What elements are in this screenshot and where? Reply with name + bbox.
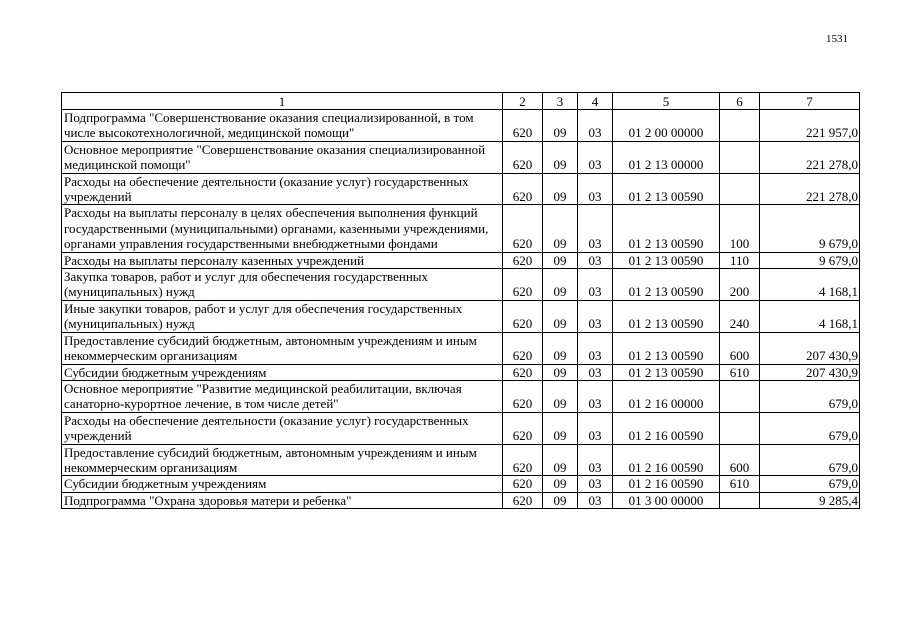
row-section-code-cell: 09: [543, 380, 578, 412]
row-target-article-cell: 01 2 13 00590: [613, 300, 720, 332]
row-department-code-cell: 620: [503, 380, 543, 412]
row-name-cell: Закупка товаров, работ и услуг для обеспечения государственных (муниципальных) нужд: [62, 269, 503, 301]
row-expense-type-cell: 240: [720, 300, 760, 332]
row-expense-type-cell: 610: [720, 364, 760, 380]
row-target-article-cell: 01 2 16 00590: [613, 476, 720, 492]
row-subsection-code-cell: 03: [578, 492, 613, 508]
header-col-4: 4: [578, 93, 613, 110]
row-name-cell: Иные закупки товаров, работ и услуг для обеспечения государственных (муниципальных) нужд: [62, 300, 503, 332]
row-section-code-cell: 09: [543, 444, 578, 476]
row-subsection-code-cell: 03: [578, 252, 613, 268]
row-subsection-code-cell: 03: [578, 141, 613, 173]
table-row: [62, 444, 860, 476]
row-expense-type-cell: [720, 492, 760, 508]
table-row: [62, 380, 860, 412]
row-department-code-cell: 620: [503, 364, 543, 380]
row-name-cell: Субсидии бюджетным учреждениям: [62, 364, 503, 380]
header-col-7: 7: [760, 93, 860, 110]
page-number: 1531: [826, 33, 848, 45]
header-col-2: 2: [503, 93, 543, 110]
row-section-code-cell: 09: [543, 173, 578, 205]
row-section-code-cell: 09: [543, 476, 578, 492]
row-section-code-cell: 09: [543, 332, 578, 364]
row-expense-type-cell: 100: [720, 205, 760, 252]
table-row: [62, 110, 860, 142]
table-row: [62, 252, 860, 268]
budget-table: [61, 92, 860, 509]
row-amount-cell: 679,0: [760, 412, 860, 444]
row-section-code-cell: 09: [543, 364, 578, 380]
row-subsection-code-cell: 03: [578, 444, 613, 476]
row-name-cell: Предоставление субсидий бюджетным, автономным учреждениям и иным некоммерческим организациям: [62, 444, 503, 476]
row-name-cell: Основное мероприятие "Развитие медицинской реабилитации, включая санаторно-курортное лечение, в том числе детей": [62, 380, 503, 412]
row-department-code-cell: 620: [503, 141, 543, 173]
row-expense-type-cell: 200: [720, 269, 760, 301]
row-expense-type-cell: [720, 412, 760, 444]
row-subsection-code-cell: 03: [578, 476, 613, 492]
row-department-code-cell: 620: [503, 492, 543, 508]
row-subsection-code-cell: 03: [578, 173, 613, 205]
header-col-1: 1: [62, 93, 503, 110]
row-expense-type-cell: [720, 380, 760, 412]
row-department-code-cell: 620: [503, 173, 543, 205]
row-amount-cell: 207 430,9: [760, 364, 860, 380]
row-target-article-cell: 01 2 13 00590: [613, 364, 720, 380]
row-amount-cell: 4 168,1: [760, 300, 860, 332]
row-amount-cell: 4 168,1: [760, 269, 860, 301]
row-target-article-cell: 01 2 00 00000: [613, 110, 720, 142]
row-amount-cell: 207 430,9: [760, 332, 860, 364]
row-amount-cell: 221 278,0: [760, 141, 860, 173]
table-row: [62, 476, 860, 492]
row-name-cell: Предоставление субсидий бюджетным, автономным учреждениям и иным некоммерческим организациям: [62, 332, 503, 364]
row-expense-type-cell: 600: [720, 444, 760, 476]
row-expense-type-cell: [720, 110, 760, 142]
row-department-code-cell: 620: [503, 205, 543, 252]
table-header-row: [62, 93, 860, 110]
row-department-code-cell: 620: [503, 269, 543, 301]
row-department-code-cell: 620: [503, 332, 543, 364]
row-amount-cell: 9 679,0: [760, 205, 860, 252]
row-target-article-cell: 01 2 13 00590: [613, 269, 720, 301]
row-department-code-cell: 620: [503, 252, 543, 268]
row-expense-type-cell: 610: [720, 476, 760, 492]
table-body: [62, 110, 860, 509]
row-subsection-code-cell: 03: [578, 205, 613, 252]
header-col-3: 3: [543, 93, 578, 110]
row-section-code-cell: 09: [543, 300, 578, 332]
row-section-code-cell: 09: [543, 412, 578, 444]
row-department-code-cell: 620: [503, 476, 543, 492]
row-target-article-cell: 01 2 13 00590: [613, 252, 720, 268]
header-col-5: 5: [613, 93, 720, 110]
row-section-code-cell: 09: [543, 492, 578, 508]
row-subsection-code-cell: 03: [578, 110, 613, 142]
row-expense-type-cell: 110: [720, 252, 760, 268]
table-row: [62, 173, 860, 205]
row-amount-cell: 9 679,0: [760, 252, 860, 268]
table-row: [62, 332, 860, 364]
row-target-article-cell: 01 2 13 00590: [613, 332, 720, 364]
row-subsection-code-cell: 03: [578, 364, 613, 380]
row-target-article-cell: 01 2 13 00590: [613, 205, 720, 252]
row-department-code-cell: 620: [503, 110, 543, 142]
row-section-code-cell: 09: [543, 252, 578, 268]
row-name-cell: Подпрограмма "Охрана здоровья матери и ребенка": [62, 492, 503, 508]
row-amount-cell: 679,0: [760, 476, 860, 492]
row-amount-cell: 221 278,0: [760, 173, 860, 205]
row-amount-cell: 679,0: [760, 380, 860, 412]
row-name-cell: Расходы на обеспечение деятельности (оказание услуг) государственных учреждений: [62, 412, 503, 444]
row-target-article-cell: 01 2 16 00590: [613, 412, 720, 444]
row-subsection-code-cell: 03: [578, 380, 613, 412]
row-expense-type-cell: 600: [720, 332, 760, 364]
table-row: [62, 412, 860, 444]
header-col-6: 6: [720, 93, 760, 110]
row-department-code-cell: 620: [503, 300, 543, 332]
row-section-code-cell: 09: [543, 110, 578, 142]
row-name-cell: Расходы на выплаты персоналу казенных учреждений: [62, 252, 503, 268]
row-name-cell: Основное мероприятие "Совершенствование оказания специализированной медицинской помощи": [62, 141, 503, 173]
row-target-article-cell: 01 3 00 00000: [613, 492, 720, 508]
row-name-cell: Подпрограмма "Совершенствование оказания специализированной, в том числе высокотехнологичной, медицинской помощи": [62, 110, 503, 142]
row-target-article-cell: 01 2 16 00590: [613, 444, 720, 476]
table-row: [62, 269, 860, 301]
table-row: [62, 141, 860, 173]
row-subsection-code-cell: 03: [578, 412, 613, 444]
row-section-code-cell: 09: [543, 205, 578, 252]
row-name-cell: Расходы на выплаты персоналу в целях обеспечения выполнения функций государственными (муниципальными) органами, казенными учреждениями, органами управления государственными внебюджетными фондами: [62, 205, 503, 252]
row-expense-type-cell: [720, 173, 760, 205]
row-name-cell: Субсидии бюджетным учреждениям: [62, 476, 503, 492]
row-amount-cell: 9 285,4: [760, 492, 860, 508]
row-subsection-code-cell: 03: [578, 300, 613, 332]
row-amount-cell: 679,0: [760, 444, 860, 476]
row-section-code-cell: 09: [543, 269, 578, 301]
row-amount-cell: 221 957,0: [760, 110, 860, 142]
row-section-code-cell: 09: [543, 141, 578, 173]
table-row: [62, 492, 860, 508]
table-row: [62, 300, 860, 332]
row-subsection-code-cell: 03: [578, 269, 613, 301]
row-expense-type-cell: [720, 141, 760, 173]
row-department-code-cell: 620: [503, 444, 543, 476]
row-target-article-cell: 01 2 16 00000: [613, 380, 720, 412]
table-row: [62, 205, 860, 252]
row-department-code-cell: 620: [503, 412, 543, 444]
row-target-article-cell: 01 2 13 00000: [613, 141, 720, 173]
row-name-cell: Расходы на обеспечение деятельности (оказание услуг) государственных учреждений: [62, 173, 503, 205]
row-target-article-cell: 01 2 13 00590: [613, 173, 720, 205]
table-row: [62, 364, 860, 380]
row-subsection-code-cell: 03: [578, 332, 613, 364]
